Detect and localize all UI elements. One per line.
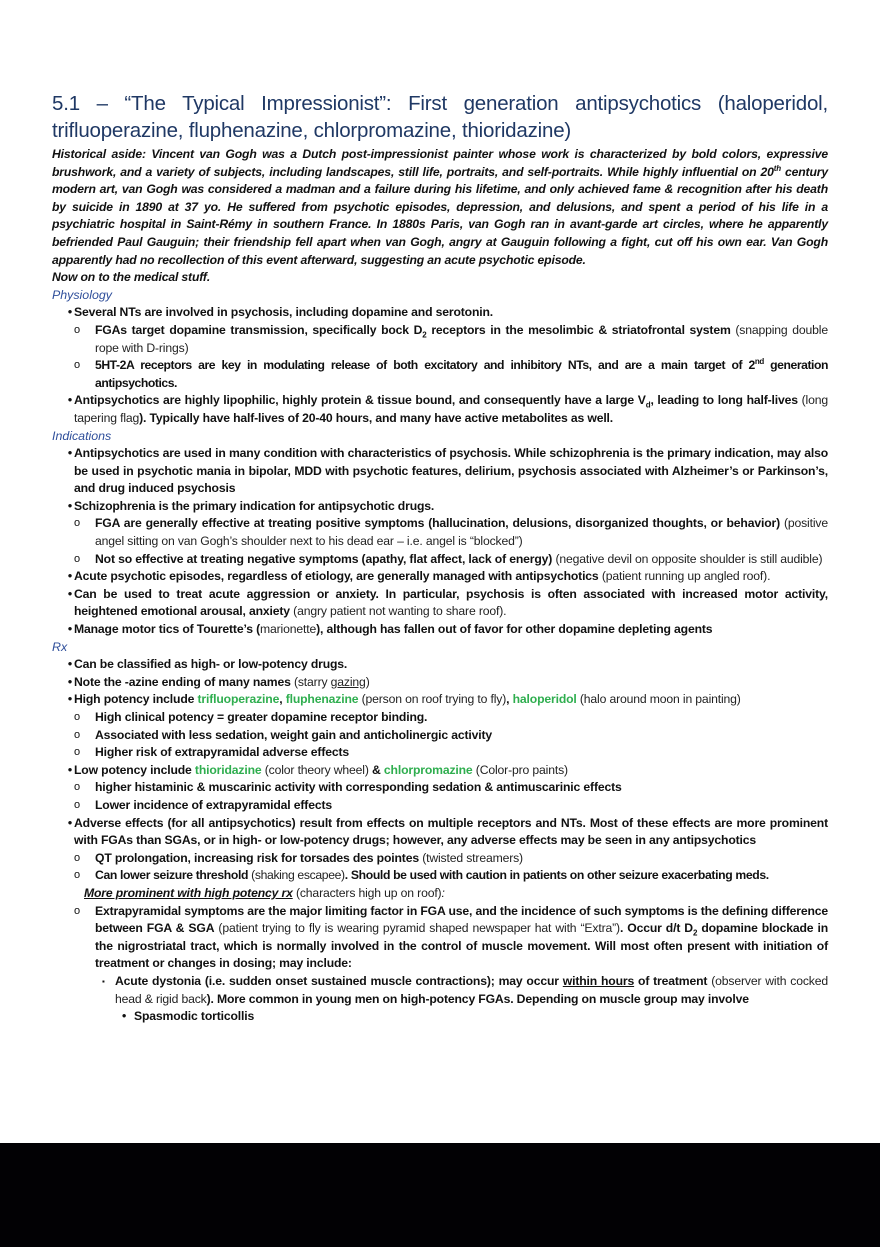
circle-bullet-icon xyxy=(74,357,94,375)
mnemonic-note: (twisted streamers) xyxy=(418,850,523,865)
drug-name: haloperidol xyxy=(512,692,577,707)
separator: : xyxy=(441,885,445,900)
circle-bullet-icon xyxy=(74,797,94,815)
item-text: Lower incidence of extrapyramidal effects xyxy=(95,797,333,812)
indications-list xyxy=(52,445,828,639)
bottom-black-bar xyxy=(0,1143,880,1247)
mnemonic-note: ) xyxy=(365,674,370,689)
item-text: generation antipsychotics. xyxy=(95,358,828,390)
list-item xyxy=(52,357,828,392)
item-text: ), although has fallen out of favor for other dopamine depleting agents xyxy=(316,622,713,637)
item-text: ). Typically have half-lives of 20-40 hours, and many have active metabolites as well. xyxy=(139,410,614,425)
mnemonic-note: (person on roof trying to fly) xyxy=(358,692,507,707)
item-text: Not so effective at treating negative symptoms (apathy, flat affect, lack of energy) xyxy=(95,551,553,566)
physiology-list xyxy=(52,304,828,427)
circle-bullet-icon xyxy=(74,903,94,921)
circle-bullet-icon xyxy=(74,515,94,533)
aside-text: Historical aside: Vincent van Gogh was a Dutch post-impressionist painter whose work is characterized by bold colors, expressive brushwork, and a variety of subjects, including landscapes, still life, portraits, and self-portraits. While highly influential on 20 xyxy=(52,147,828,179)
item-text: . Occur d/t D xyxy=(619,921,693,936)
list-item xyxy=(52,903,828,973)
mnemonic-note: (observer with cocked head & rigid back xyxy=(115,973,828,1006)
mnemonic-note: (negative devil on opposite shoulder is still audible) xyxy=(552,551,823,566)
item-text: , leading to long half-lives xyxy=(650,393,798,408)
bullet-icon xyxy=(52,815,72,833)
item-text: Adverse effects (for all antipsychotics) result from effects on multiple receptors and NTs. Most of these effects are more prominent with FGAs than SGAs, or in high- or low-potency drugs; however, any adverse effects may be seen in any antipsychotics xyxy=(74,815,828,848)
separator: , xyxy=(279,692,286,707)
list-item xyxy=(52,973,828,1008)
subscript: d xyxy=(645,400,651,410)
item-text: Can be classified as high- or low-potency drugs. xyxy=(74,657,348,672)
list-item xyxy=(52,1008,828,1026)
list-item xyxy=(52,744,828,762)
bullet-icon xyxy=(52,691,72,709)
mnemonic-note-underlined: gazing xyxy=(330,674,366,689)
mnemonic-note: (Color-pro paints) xyxy=(472,762,568,777)
list-item xyxy=(52,568,828,586)
item-text: . Should be used with caution in patients on other seizure exacerbating meds. xyxy=(344,868,769,883)
bullet-icon xyxy=(52,392,72,410)
high-potency-subheading xyxy=(52,885,828,903)
list-item xyxy=(52,691,828,709)
drug-name: fluphenazine xyxy=(285,692,359,707)
mnemonic-note: (starry xyxy=(290,674,331,689)
emphasis-underlined: within hours xyxy=(562,973,635,988)
item-text: Note the -azine ending of many names xyxy=(74,674,291,689)
section-heading-indications: Indications xyxy=(52,428,112,443)
aside-text-cont: century modern art, van Gogh was considered a madman and a failure during his lifetime, and only achieved fame & recognition after his death by suicide in 1890 at 37 yo. He suffered from psychotic episodes, depression, and delusions, and spent a period of his life in a psychiatric hospital in Saint-Rémy in southern France. In 1880s Paris, van Gogh ran in avant-garde art circles, where he apparently befriended Paul Gauguin; their friendship fell apart when van Gogh, angry at Gauguin following a fight, cut off his own ear. Van Gogh apparently had no recollection of this event afterward, suggesting an acute psychotic episode. xyxy=(52,164,828,267)
bullet-icon xyxy=(122,1008,134,1026)
separator: & xyxy=(372,762,381,777)
list-item xyxy=(52,656,828,674)
mnemonic-note: (snapping double rope with D-rings) xyxy=(95,322,828,355)
mnemonic-note: marionette xyxy=(260,622,317,637)
mnemonic-note: (halo around moon in painting) xyxy=(576,692,741,707)
list-item xyxy=(52,797,828,815)
list-item xyxy=(52,727,828,745)
page-title: 5.1 – “The Typical Impressionist”: First generation antipsychotics (haloperidol, trifluoperazine, fluphenazine, chlorpromazine, thioridazine) xyxy=(52,92,828,142)
item-text: Can lower seizure threshold xyxy=(95,868,249,883)
list-item xyxy=(52,779,828,797)
rx-list xyxy=(52,656,828,1025)
document-content xyxy=(52,90,828,1026)
bullet-icon xyxy=(52,674,72,692)
item-text: Manage motor tics of Tourette’s ( xyxy=(74,622,261,637)
circle-bullet-icon xyxy=(74,551,94,569)
circle-bullet-icon xyxy=(74,322,94,340)
list-item xyxy=(52,709,828,727)
subscript: 2 xyxy=(692,928,698,938)
subscript: 2 xyxy=(422,330,427,340)
list-item xyxy=(52,674,828,692)
list-item xyxy=(52,815,828,850)
item-text: Spasmodic torticollis xyxy=(134,1009,255,1024)
list-item xyxy=(52,322,828,357)
list-item xyxy=(52,551,828,569)
section-heading-rx: Rx xyxy=(52,639,68,654)
bullet-icon xyxy=(52,498,72,516)
bullet-icon xyxy=(52,762,72,780)
list-item xyxy=(52,762,828,780)
bullet-icon xyxy=(52,621,72,639)
bullet-icon xyxy=(52,568,72,586)
section-heading-physiology: Physiology xyxy=(52,287,112,302)
drug-name: thioridazine xyxy=(194,762,262,777)
item-text: Antipsychotics are highly lipophilic, highly protein & tissue bound, and consequently have a large V xyxy=(74,393,646,408)
item-text: High clinical potency = greater dopamine receptor binding. xyxy=(95,710,428,724)
item-text: Associated with less sedation, weight gain and anticholinergic activity xyxy=(95,727,493,742)
circle-bullet-icon xyxy=(74,744,94,762)
list-item xyxy=(52,621,828,639)
list-item xyxy=(52,445,828,498)
mnemonic-note: (characters high up on roof) xyxy=(292,885,442,900)
item-text: Extrapyramidal symptoms are the major limiting factor in FGA use, and the incidence of such symptoms is the defining difference between FGA & SGA xyxy=(95,903,828,936)
subheading-label: More prominent with high potency rx xyxy=(84,885,293,900)
item-text: Several NTs are involved in psychosis, including dopamine and serotonin. xyxy=(74,305,494,320)
drug-name: chlorpromazine xyxy=(380,762,473,777)
item-text: QT prolongation, increasing risk for torsades des pointes xyxy=(95,850,419,865)
mnemonic-note: (patient running up angled roof). xyxy=(598,569,771,584)
circle-bullet-icon xyxy=(74,850,94,868)
item-text: Low potency include xyxy=(74,762,195,777)
mnemonic-note: (shaking escapee) xyxy=(248,868,345,883)
mnemonic-note: (long tapering flag xyxy=(74,393,828,425)
item-text: FGA are generally effective at treating positive symptoms (hallucination, delusions, disorganized thoughts, or behavior) xyxy=(95,516,780,531)
item-text: High potency include xyxy=(74,692,198,707)
item-text: Acute dystonia (i.e. sudden onset sustained muscle contractions); may occur xyxy=(115,973,563,988)
item-text: FGAs target dopamine transmission, specifically bock D xyxy=(95,322,423,337)
list-item xyxy=(52,586,828,621)
item-text: Acute psychotic episodes, regardless of etiology, are generally managed with antipsychotics xyxy=(74,569,599,584)
mnemonic-note: (color theory wheel) xyxy=(261,762,373,777)
item-text: higher histaminic & muscarinic activity with corresponding sedation & antimuscarinic effects xyxy=(95,780,622,795)
item-text: Schizophrenia is the primary indication for antipsychotic drugs. xyxy=(74,498,435,513)
drug-name: trifluoperazine xyxy=(197,692,280,707)
mnemonic-note: (patient trying to fly is wearing pyramid shaped newspaper hat with “Extra”) xyxy=(214,921,620,936)
bullet-icon xyxy=(52,445,72,463)
separator: , xyxy=(506,692,513,707)
list-item xyxy=(52,498,828,516)
item-text: Higher risk of extrapyramidal adverse effects xyxy=(95,745,350,760)
bullet-icon xyxy=(52,656,72,674)
list-item xyxy=(52,850,828,868)
circle-bullet-icon xyxy=(74,727,94,745)
bullet-icon xyxy=(52,304,72,322)
list-item xyxy=(52,392,828,427)
item-text: 5HT-2A receptors are key in modulating release of both excitatory and inhibitory NTs, and are a main target of 2 xyxy=(95,358,755,373)
circle-bullet-icon xyxy=(74,779,94,797)
circle-bullet-icon xyxy=(74,867,94,885)
aside-closing: Now on to the medical stuff. xyxy=(52,270,211,285)
item-text: of treatment xyxy=(634,973,708,988)
item-text: dopamine blockade in the nigrostriatal tract, which is normally involved in the control of muscle movement. Will most often present with initiation of treatment or changes in dosing; may include: xyxy=(95,921,828,971)
item-text: Can be used to treat acute aggression or anxiety. In particular, psychosis is often associated with increased motor activity, heightened emotional arousal, anxiety xyxy=(74,586,828,619)
item-text: ). More common in young men on high-potency FGAs. Depending on muscle group may involve xyxy=(206,991,749,1006)
square-bullet-icon xyxy=(102,973,114,991)
bullet-icon xyxy=(52,586,72,604)
list-item xyxy=(52,867,828,885)
list-item xyxy=(52,304,828,322)
aside-superscript: th xyxy=(773,163,781,173)
historical-aside xyxy=(52,146,828,269)
circle-bullet-icon xyxy=(74,709,94,727)
list-item xyxy=(52,515,828,550)
item-text: receptors in the mesolimbic & striatofrontal system xyxy=(426,322,731,337)
superscript: nd xyxy=(754,357,764,367)
mnemonic-note: (positive angel sitting on van Gogh’s shoulder next to his dead ear – i.e. angel is “blocked”) xyxy=(95,516,828,549)
mnemonic-note: (angry patient not wanting to share roof). xyxy=(289,604,507,619)
item-text: Antipsychotics are used in many condition with characteristics of psychosis. While schizophrenia is the primary indication, may also be used in psychotic mania in bipolar, MDD with psychotic features, delirium, psychosis associated with Alzheimer’s or Parkinson’s, and drug induced psychosis xyxy=(74,446,828,496)
